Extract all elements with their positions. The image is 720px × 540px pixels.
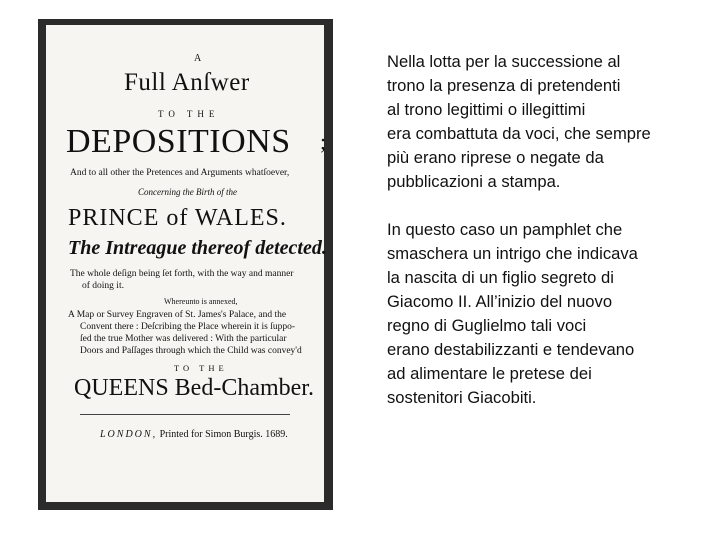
- imprint-divider: [80, 414, 290, 415]
- title-queens-bed-chamber: QUEENS Bed-Chamber.: [74, 375, 314, 401]
- title-depositions: DEPOSITIONS: [66, 123, 291, 160]
- imprint-london: LONDON,: [100, 429, 158, 440]
- title-whole-design-1: The whole deſign being ſet forth, with the way and manner: [70, 269, 294, 279]
- title-map-line-4: Doors and Paſſages through which the Child was convey'd: [80, 346, 302, 356]
- title-article: A: [194, 53, 202, 64]
- title-concerning: Concerning the Birth of the: [138, 187, 237, 197]
- title-map-line-1: A Map or Survey Engraven of St. James's Palace, and the: [68, 310, 287, 320]
- title-to-the: TO THE: [158, 109, 220, 119]
- title-full-answer: Full Anſwer: [124, 69, 250, 96]
- imprint-line: [100, 429, 288, 440]
- pamphlet-scan: [38, 19, 333, 510]
- title-page: [46, 25, 327, 502]
- title-whole-design-2: of doing it.: [82, 281, 124, 291]
- imprint-printer: Printed for Simon Burgis. 1689.: [157, 429, 288, 440]
- paragraph-pamphlet: In questo caso un pamphlet che smaschera un intrigo che indicava la nascita di un figlio segreto di Giacomo II. All’inizio del nuovo regno di Guglielmo tali voci erano destabilizzanti e tendevano ad alimentare le pretese dei sostenitori Giacobiti.: [387, 220, 638, 407]
- title-to-the-2: TO THE: [174, 363, 228, 373]
- title-and-line: And to all other the Pretences and Arguments whatſoever,: [70, 168, 290, 178]
- title-whereunto: Whereunto is annexed,: [164, 297, 238, 306]
- title-intreague: The Intreague thereof detected.: [68, 237, 327, 259]
- title-map-line-2: Convent there : Deſcribing the Place wherein it is ſuppo-: [80, 322, 296, 332]
- paragraph-succession: Nella lotta per la successione al trono la presenza di pretendenti al trono legittimi o illegittimi era combattuta da voci, che sempre più erano riprese o negate da pubblicazioni a stampa.: [387, 52, 651, 191]
- title-semicolon: ;: [320, 129, 327, 154]
- description-text: [387, 50, 713, 410]
- title-map-line-3: ſed the true Mother was delivered : With the particular: [80, 334, 287, 344]
- title-prince-of-wales: PRINCE of WALES.: [68, 205, 287, 231]
